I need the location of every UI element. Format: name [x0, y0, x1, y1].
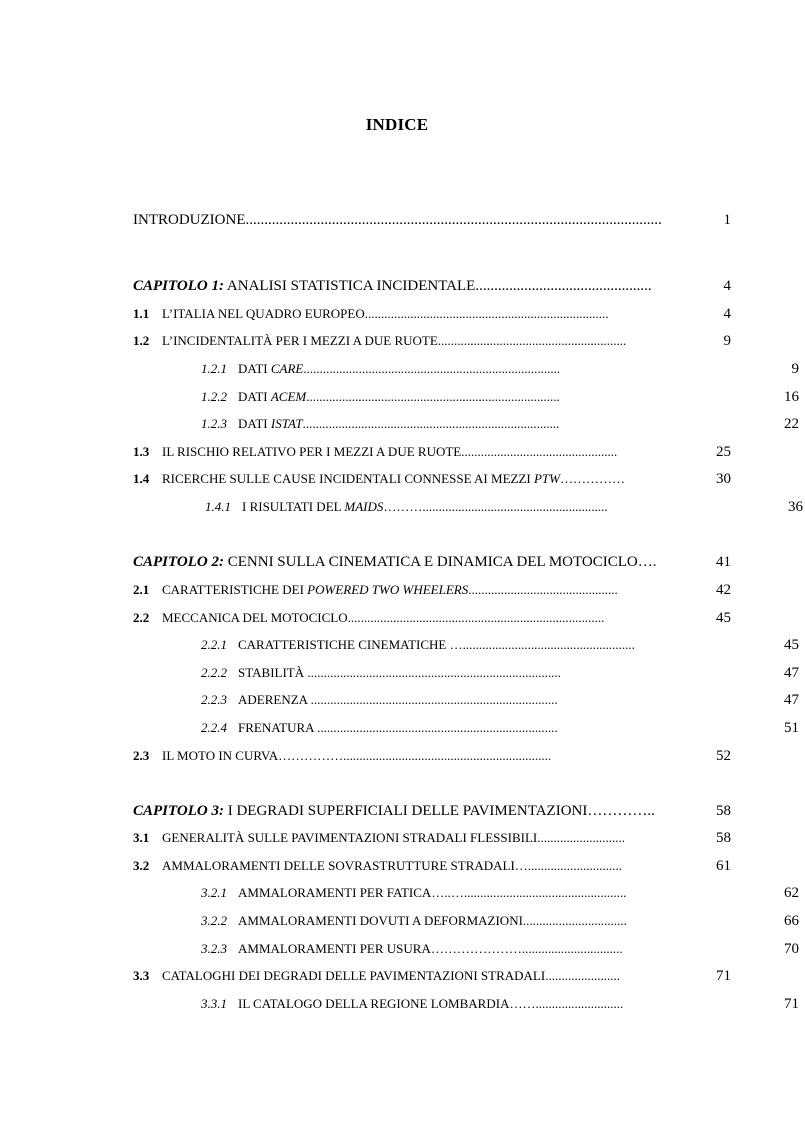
- dot-leader: ................................: [522, 913, 627, 928]
- subsection-number: 2.2.1: [201, 637, 227, 652]
- dot-leader: ..............................................: [468, 582, 618, 597]
- page-number: 58: [716, 803, 731, 819]
- dot-leader: ….............................: [514, 858, 623, 873]
- page-number: 36: [788, 499, 803, 515]
- entry-title: AMMALORAMENTI PER USURA: [238, 941, 431, 956]
- page-number: 30: [716, 471, 731, 487]
- toc-entry-text: [201, 361, 801, 377]
- toc-entry[interactable]: [133, 803, 733, 823]
- toc-entry-text: [133, 306, 733, 322]
- page-number: 47: [784, 692, 799, 708]
- page-number: 71: [716, 968, 731, 984]
- page-number: 4: [723, 306, 731, 322]
- section-number: 1.1: [133, 306, 150, 321]
- toc-entry[interactable]: [133, 471, 733, 491]
- toc-entry[interactable]: [133, 720, 801, 740]
- toc-entry-text: [201, 389, 801, 405]
- dot-leader: ...........................: [537, 830, 625, 845]
- entry-title: AMMALORAMENTI DOVUTI A DEFORMAZIONI: [238, 913, 523, 928]
- subsection-number: 3.2.3: [201, 941, 227, 956]
- subsection-number: 2.2.4: [201, 720, 227, 735]
- toc-entry[interactable]: [133, 968, 733, 988]
- entry-title: ADERENZA: [238, 692, 311, 707]
- entry-title: AMMALORAMENTI PER FATICA: [238, 885, 432, 900]
- toc-entry[interactable]: [133, 333, 733, 353]
- subsection-number: 1.4.1: [205, 499, 231, 514]
- page-number: 22: [784, 416, 799, 432]
- entry-title-italic: MAIDS: [344, 499, 384, 514]
- dot-leader: .......................: [545, 968, 620, 983]
- page-number: 16: [784, 389, 799, 405]
- dot-leader: ..............................................................................: [306, 389, 560, 404]
- page-number: 62: [784, 885, 799, 901]
- dot-leader: ...............................................: [475, 278, 652, 294]
- dot-leader: …………..: [587, 803, 655, 819]
- toc-entry-text: [201, 665, 801, 681]
- toc-entry-text: [133, 858, 733, 874]
- toc-entry[interactable]: [133, 582, 733, 602]
- dot-leader: ….: [637, 554, 657, 570]
- toc-entry[interactable]: [133, 913, 801, 933]
- toc-entry-text: [133, 554, 733, 571]
- entry-title: CARATTERISTICHE DEI: [162, 582, 308, 597]
- toc-entry-text: [133, 333, 733, 349]
- entry-title: RICERCHE SULLE CAUSE INCIDENTALI CONNESSE AI MEZZI: [162, 471, 534, 486]
- subsection-number: 1.2.3: [201, 416, 227, 431]
- page-number: 41: [716, 554, 731, 570]
- toc-entry-text: [201, 885, 801, 901]
- toc-entry[interactable]: [133, 361, 801, 381]
- toc-entry[interactable]: [133, 996, 801, 1016]
- toc-entry[interactable]: [133, 416, 801, 436]
- entry-title: DATI: [238, 416, 271, 431]
- dot-leader: ……….........................................................: [383, 499, 608, 514]
- dot-leader: ..........................................................: [437, 333, 627, 348]
- entry-title: CENNI SULLA CINEMATICA E DINAMICA DEL MOTOCICLO: [223, 554, 638, 570]
- subsection-number: 1.2.1: [201, 361, 227, 376]
- subsection-number: 3.3.1: [201, 996, 227, 1011]
- entry-title: MECCANICA DEL MOTOCICLO: [162, 610, 348, 625]
- subsection-number: 2.2.2: [201, 665, 227, 680]
- toc-entry-text: [133, 748, 733, 764]
- toc-entry[interactable]: [133, 637, 801, 657]
- page-number: 47: [784, 665, 799, 681]
- page-number: 71: [784, 996, 799, 1012]
- toc-entry[interactable]: [133, 554, 733, 574]
- toc-entry-text: [133, 444, 733, 460]
- entry-title: IL RISCHIO RELATIVO PER I MEZZI A DUE RUOTE: [162, 444, 462, 459]
- entry-title-italic: ACEM: [270, 389, 307, 404]
- toc-entry[interactable]: [133, 830, 733, 850]
- entry-title: INTRODUZIONE: [133, 212, 246, 228]
- section-number: 2.1: [133, 582, 150, 597]
- toc-entry-text: [133, 582, 733, 598]
- page-number: 51: [784, 720, 799, 736]
- page-number: 66: [784, 913, 799, 929]
- dot-leader: ..........................................................................: [317, 720, 558, 735]
- toc-entry[interactable]: [133, 665, 801, 685]
- entry-title: DATI: [238, 361, 271, 376]
- section-number: 3.1: [133, 830, 150, 845]
- section-number: 1.4: [133, 471, 150, 486]
- dot-leader: ...............................................................................: [347, 610, 605, 625]
- toc-entry-text: [201, 996, 801, 1012]
- entry-title: FRENATURA: [238, 720, 318, 735]
- entry-title: L’INCIDENTALITÀ PER I MEZZI A DUE RUOTE: [162, 333, 438, 348]
- toc-entry[interactable]: [133, 212, 733, 232]
- entry-title: CATALOGHI DEI DEGRADI DELLE PAVIMENTAZIONI STRADALI: [162, 968, 546, 983]
- toc-entry-text: [201, 637, 801, 653]
- toc-entry[interactable]: [133, 692, 801, 712]
- toc-entry-text: [133, 830, 733, 846]
- section-number: 2.3: [133, 748, 150, 763]
- toc-entry-text: [133, 968, 733, 984]
- dot-leader: ...............................................................................: [303, 361, 561, 376]
- page-number: 52: [716, 748, 731, 764]
- entry-title-italic: POWERED TWO WHEELERS: [307, 582, 469, 597]
- chapter-label: CAPITOLO 2:: [133, 554, 224, 570]
- entry-title: STABILITÀ: [238, 665, 308, 680]
- toc-entry-text: [133, 610, 733, 626]
- chapter-label: CAPITOLO 3:: [133, 803, 224, 819]
- dot-leader: …………………...............................: [430, 941, 623, 956]
- entry-title: AMMALORAMENTI DELLE SOVRASTRUTTURE STRADALI: [162, 858, 515, 873]
- page-number: 45: [716, 610, 731, 626]
- dot-leader: ...............................................................................: [302, 416, 560, 431]
- toc-entry[interactable]: [133, 499, 805, 519]
- dot-leader: ……...........................: [509, 996, 624, 1011]
- toc-entry[interactable]: [133, 278, 733, 298]
- toc-entry-text: [205, 499, 805, 515]
- entry-title: ANALISI STATISTICA INCIDENTALE: [223, 278, 476, 294]
- toc-entry[interactable]: [133, 444, 733, 464]
- section-number: 1.2: [133, 333, 150, 348]
- toc-entry-text: [201, 416, 801, 432]
- toc-entry-text: [201, 941, 801, 957]
- dot-leader: ............................................................................: [310, 692, 558, 707]
- dot-leader: ….....................................................: [449, 637, 635, 652]
- entry-title: I RISULTATI DEL: [242, 499, 345, 514]
- toc-entry[interactable]: [133, 610, 733, 630]
- section-number: 3.3: [133, 968, 150, 983]
- toc-entry-text: [133, 803, 733, 820]
- entry-title: DATI: [238, 389, 271, 404]
- page-number: 45: [784, 637, 799, 653]
- entry-title-italic: ISTAT: [270, 416, 303, 431]
- entry-title: GENERALITÀ SULLE PAVIMENTAZIONI STRADALI FLESSIBILI: [162, 830, 538, 845]
- page-number: 9: [791, 361, 799, 377]
- dot-leader: ……………................................................................: [278, 748, 552, 763]
- subsection-number: 3.2.2: [201, 913, 227, 928]
- subsection-number: 1.2.2: [201, 389, 227, 404]
- entry-title-italic: CARE: [270, 361, 304, 376]
- dot-leader: …..…..................................................: [431, 885, 627, 900]
- page-number: 70: [784, 941, 799, 957]
- page-number: 9: [723, 333, 731, 349]
- toc-entry-text: [201, 720, 801, 736]
- section-number: 2.2: [133, 610, 150, 625]
- toc-entry-text: [201, 692, 801, 708]
- chapter-label: CAPITOLO 1:: [133, 278, 224, 294]
- page-number: 42: [716, 582, 731, 598]
- subsection-number: 3.2.1: [201, 885, 227, 900]
- entry-title-italic: PTW: [533, 471, 560, 486]
- dot-leader: ................................................: [461, 444, 618, 459]
- entry-title: IL MOTO IN CURVA: [162, 748, 279, 763]
- section-number: 1.3: [133, 444, 150, 459]
- entry-title: L’ITALIA NEL QUADRO EUROPEO: [162, 306, 365, 321]
- page-title: INDICE: [365, 115, 429, 134]
- entry-title: CARATTERISTICHE CINEMATICHE: [238, 637, 450, 652]
- page-number: 61: [716, 858, 731, 874]
- toc-entry[interactable]: [133, 858, 733, 878]
- toc-entry-text: [201, 913, 801, 929]
- toc-entry[interactable]: [133, 941, 801, 961]
- dot-leader: ……………: [559, 471, 625, 486]
- toc-entry-text: [133, 278, 733, 295]
- dot-leader: ...........................................................................: [364, 306, 609, 321]
- page-number: 1: [723, 212, 731, 228]
- page-number: 58: [716, 830, 731, 846]
- section-number: 3.2: [133, 858, 150, 873]
- dot-leader: ..............................................................................: [307, 665, 561, 680]
- toc-entry[interactable]: [133, 885, 801, 905]
- dot-leader: ...............................................................................................................: [245, 212, 662, 228]
- toc-entry[interactable]: [133, 748, 733, 768]
- subsection-number: 2.2.3: [201, 692, 227, 707]
- toc-entry[interactable]: [133, 306, 733, 326]
- toc-entry-text: [133, 471, 733, 487]
- toc-entry[interactable]: [133, 389, 801, 409]
- toc-entry-text: [133, 212, 733, 229]
- page-number: 25: [716, 444, 731, 460]
- entry-title: IL CATALOGO DELLA REGIONE LOMBARDIA: [238, 996, 510, 1011]
- entry-title: I DEGRADI SUPERFICIALI DELLE PAVIMENTAZIONI: [223, 803, 588, 819]
- page-number: 4: [723, 278, 731, 294]
